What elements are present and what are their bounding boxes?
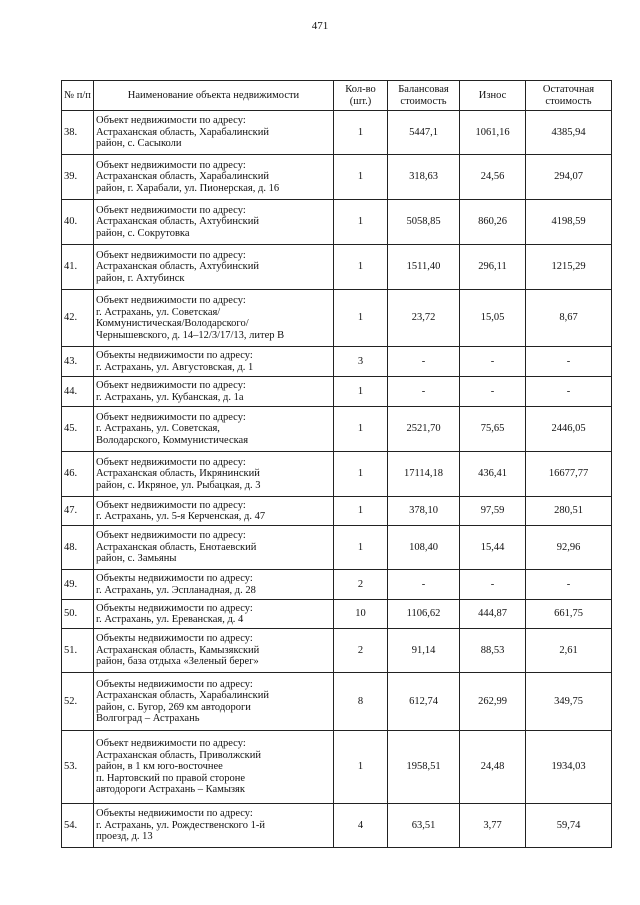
header-num: № п/п (62, 81, 94, 111)
header-wear: Износ (460, 81, 526, 111)
table-row (62, 377, 612, 407)
wear-value: 15,05 (460, 290, 526, 347)
table-row (62, 526, 612, 570)
table-header-row (62, 81, 612, 111)
residual-value: 2,61 (526, 629, 612, 673)
book-value: 1958,51 (388, 731, 460, 804)
row-number: 50. (62, 600, 94, 629)
table-row (62, 673, 612, 731)
property-name: Объект недвижимости по адресу: г. Астрахань, ул. Советская/ Коммунистическая/Володарского/ Чернышевского, д. 14–12/3/17/13, литер В (94, 290, 334, 347)
property-name: Объект недвижимости по адресу: Астраханская область, Харабалинский район, г. Харабали, ул. Пионерская, д. 16 (94, 155, 334, 200)
table-row (62, 570, 612, 600)
row-number: 42. (62, 290, 94, 347)
table-row (62, 600, 612, 629)
book-value: 17114,18 (388, 452, 460, 497)
quantity: 10 (334, 600, 388, 629)
row-number: 40. (62, 200, 94, 245)
row-number: 48. (62, 526, 94, 570)
wear-value: 296,11 (460, 245, 526, 290)
wear-value: 860,26 (460, 200, 526, 245)
header-residual-value: Остаточная стоимость (526, 81, 612, 111)
book-value: 23,72 (388, 290, 460, 347)
wear-value: - (460, 377, 526, 407)
property-table (61, 80, 612, 848)
residual-value: 280,51 (526, 497, 612, 526)
wear-value: 88,53 (460, 629, 526, 673)
residual-value: 4198,59 (526, 200, 612, 245)
property-name: Объект недвижимости по адресу: г. Астрахань, ул. 5-я Керченская, д. 47 (94, 497, 334, 526)
row-number: 41. (62, 245, 94, 290)
quantity: 1 (334, 526, 388, 570)
quantity: 1 (334, 731, 388, 804)
header-name: Наименование объекта недвижимости (94, 81, 334, 111)
row-number: 38. (62, 111, 94, 155)
book-value: 612,74 (388, 673, 460, 731)
property-name: Объекты недвижимости по адресу: г. Астрахань, ул. Ереванская, д. 4 (94, 600, 334, 629)
book-value: 91,14 (388, 629, 460, 673)
book-value: 2521,70 (388, 407, 460, 452)
row-number: 47. (62, 497, 94, 526)
row-number: 45. (62, 407, 94, 452)
wear-value: 24,48 (460, 731, 526, 804)
residual-value: 59,74 (526, 804, 612, 848)
book-value: 318,63 (388, 155, 460, 200)
quantity: 3 (334, 347, 388, 377)
wear-value: 24,56 (460, 155, 526, 200)
quantity: 1 (334, 245, 388, 290)
header-qty: Кол-во (шт.) (334, 81, 388, 111)
residual-value: 661,75 (526, 600, 612, 629)
property-name: Объекты недвижимости по адресу: Астраханская область, Харабалинский район, с. Бугор, 269 км автодороги Волгоград – Астрахань (94, 673, 334, 731)
property-name: Объект недвижимости по адресу: г. Астрахань, ул. Кубанская, д. 1а (94, 377, 334, 407)
book-value: 1511,40 (388, 245, 460, 290)
table-row (62, 731, 612, 804)
wear-value: 262,99 (460, 673, 526, 731)
row-number: 46. (62, 452, 94, 497)
row-number: 49. (62, 570, 94, 600)
residual-value: 4385,94 (526, 111, 612, 155)
wear-value: 3,77 (460, 804, 526, 848)
property-name: Объекты недвижимости по адресу: г. Астрахань, ул. Эспланадная, д. 28 (94, 570, 334, 600)
quantity: 4 (334, 804, 388, 848)
residual-value: 92,96 (526, 526, 612, 570)
residual-value: 1934,03 (526, 731, 612, 804)
property-name: Объект недвижимости по адресу: Астраханская область, Ахтубинский район, с. Сокрутовка (94, 200, 334, 245)
table-row (62, 804, 612, 848)
table-row (62, 245, 612, 290)
quantity: 1 (334, 377, 388, 407)
row-number: 53. (62, 731, 94, 804)
row-number: 39. (62, 155, 94, 200)
quantity: 1 (334, 200, 388, 245)
quantity: 2 (334, 629, 388, 673)
table-row (62, 111, 612, 155)
residual-value: 8,67 (526, 290, 612, 347)
residual-value: - (526, 570, 612, 600)
property-name: Объект недвижимости по адресу: Астраханская область, Ахтубинский район, г. Ахтубинск (94, 245, 334, 290)
property-name: Объекты недвижимости по адресу: г. Астрахань, ул. Августовская, д. 1 (94, 347, 334, 377)
row-number: 54. (62, 804, 94, 848)
wear-value: 436,41 (460, 452, 526, 497)
quantity: 1 (334, 155, 388, 200)
residual-value: 1215,29 (526, 245, 612, 290)
residual-value: 2446,05 (526, 407, 612, 452)
book-value: 5447,1 (388, 111, 460, 155)
row-number: 43. (62, 347, 94, 377)
property-name: Объект недвижимости по адресу: Астраханская область, Харабалинский район, с. Сасыколи (94, 111, 334, 155)
property-name: Объект недвижимости по адресу: Астраханская область, Икрянинский район, с. Икряное, ул. Рыбацкая, д. 3 (94, 452, 334, 497)
table-row (62, 629, 612, 673)
row-number: 51. (62, 629, 94, 673)
table-row (62, 452, 612, 497)
book-value: 378,10 (388, 497, 460, 526)
residual-value: - (526, 347, 612, 377)
header-book-value: Балансовая стоимость (388, 81, 460, 111)
property-name: Объект недвижимости по адресу: Астраханская область, Приволжский район, в 1 км юго-восточнее п. Нартовский по правой стороне автодороги Астрахань – Камызяк (94, 731, 334, 804)
quantity: 1 (334, 452, 388, 497)
row-number: 44. (62, 377, 94, 407)
book-value: 1106,62 (388, 600, 460, 629)
wear-value: 444,87 (460, 600, 526, 629)
table-row (62, 155, 612, 200)
property-name: Объект недвижимости по адресу: г. Астрахань, ул. Советская, Володарского, Коммунистическая (94, 407, 334, 452)
property-name: Объект недвижимости по адресу: Астраханская область, Енотаевский район, с. Замьяны (94, 526, 334, 570)
book-value: 5058,85 (388, 200, 460, 245)
quantity: 1 (334, 290, 388, 347)
wear-value: - (460, 570, 526, 600)
residual-value: 294,07 (526, 155, 612, 200)
table-row (62, 407, 612, 452)
wear-value: 97,59 (460, 497, 526, 526)
table-row (62, 200, 612, 245)
wear-value: 15,44 (460, 526, 526, 570)
book-value: - (388, 377, 460, 407)
book-value: - (388, 570, 460, 600)
table-row (62, 290, 612, 347)
quantity: 2 (334, 570, 388, 600)
row-number: 52. (62, 673, 94, 731)
page-number: 471 (311, 20, 329, 32)
residual-value: 349,75 (526, 673, 612, 731)
residual-value: - (526, 377, 612, 407)
quantity: 8 (334, 673, 388, 731)
quantity: 1 (334, 407, 388, 452)
wear-value: 75,65 (460, 407, 526, 452)
table-row (62, 497, 612, 526)
property-name: Объекты недвижимости по адресу: г. Астрахань, ул. Рождественского 1-й проезд, д. 13 (94, 804, 334, 848)
book-value: - (388, 347, 460, 377)
book-value: 108,40 (388, 526, 460, 570)
wear-value: 1061,16 (460, 111, 526, 155)
book-value: 63,51 (388, 804, 460, 848)
quantity: 1 (334, 497, 388, 526)
property-name: Объекты недвижимости по адресу: Астраханская область, Камызякский район, база отдыха «Зеленый берег» (94, 629, 334, 673)
residual-value: 16677,77 (526, 452, 612, 497)
quantity: 1 (334, 111, 388, 155)
wear-value: - (460, 347, 526, 377)
table-row (62, 347, 612, 377)
